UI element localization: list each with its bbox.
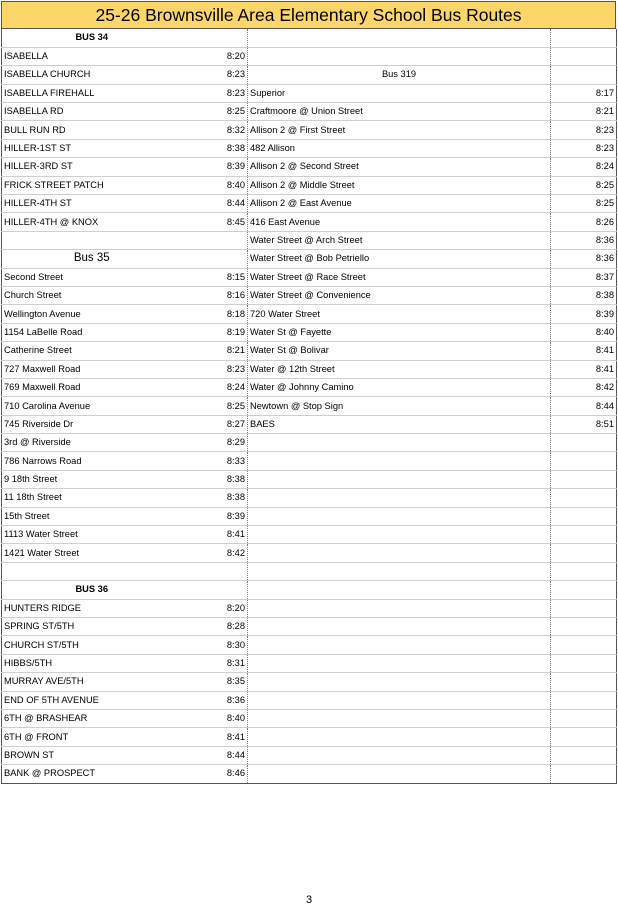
- stop-time-left: 8:44: [182, 746, 248, 764]
- stop-time-left: 8:23: [182, 66, 248, 84]
- stop-name-left: 6TH @ FRONT: [2, 728, 182, 746]
- stop-time-left: 8:16: [182, 286, 248, 304]
- stop-name-right: BAES: [248, 415, 551, 433]
- table-row: [2, 618, 617, 636]
- stop-time-left: 8:38: [182, 139, 248, 157]
- stop-name-left: ISABELLA RD: [2, 103, 182, 121]
- stop-time-left: 8:40: [182, 176, 248, 194]
- table-row: [2, 47, 617, 65]
- bus-routes-table: [1, 29, 617, 784]
- stop-name-left: 710 Carolina Avenue: [2, 397, 182, 415]
- stop-name-left: END OF 5TH AVENUE: [2, 691, 182, 709]
- stop-name-left: 1113 Water Street: [2, 526, 182, 544]
- stop-time-right: [551, 728, 617, 746]
- table-row: [2, 397, 617, 415]
- stop-name-right: 720 Water Street: [248, 305, 551, 323]
- stop-name-right: [248, 526, 551, 544]
- stop-time-left: 8:45: [182, 213, 248, 231]
- stop-time-right: [551, 526, 617, 544]
- stop-name-left: ISABELLA CHURCH: [2, 66, 182, 84]
- table-row: [2, 691, 617, 709]
- stop-time-left: 8:31: [182, 654, 248, 672]
- stop-time-left: 8:27: [182, 415, 248, 433]
- stop-time-right: [551, 47, 617, 65]
- stop-name-right: [248, 765, 551, 783]
- stop-time-left: 8:18: [182, 305, 248, 323]
- stop-name-left: BULL RUN RD: [2, 121, 182, 139]
- stop-name-right: Water St @ Fayette: [248, 323, 551, 341]
- page-number: 3: [305, 894, 313, 906]
- stop-time-right: 8:42: [551, 378, 617, 396]
- page-title: 25-26 Brownsville Area Elementary School Bus Routes: [1, 1, 616, 29]
- stop-time-right: [551, 562, 617, 580]
- stop-time-right: [551, 654, 617, 672]
- stop-name-right: [248, 728, 551, 746]
- table-row: [2, 599, 617, 617]
- stop-time-right: [551, 765, 617, 783]
- table-row: [2, 29, 617, 47]
- stop-name-right: [248, 452, 551, 470]
- table-row: [2, 434, 617, 452]
- table-row: [2, 231, 617, 249]
- table-row: [2, 728, 617, 746]
- stop-time-left: 8:36: [182, 691, 248, 709]
- stop-name-left: 745 Riverside Dr: [2, 415, 182, 433]
- stop-time-right: 8:40: [551, 323, 617, 341]
- table-row: [2, 544, 617, 562]
- stop-time-left: 8:24: [182, 378, 248, 396]
- stop-time-left: 8:32: [182, 121, 248, 139]
- stop-name-left: 6TH @ BRASHEAR: [2, 709, 182, 727]
- stop-name-left: 11 18th Street: [2, 489, 182, 507]
- stop-name-right: Allison 2 @ Second Street: [248, 158, 551, 176]
- table-row: [2, 195, 617, 213]
- stop-time-left: 8:20: [182, 47, 248, 65]
- table-row: [2, 636, 617, 654]
- stop-time-right: [551, 691, 617, 709]
- stop-time-right: [551, 599, 617, 617]
- stop-name-left: Wellington Avenue: [2, 305, 182, 323]
- stop-name-right: Water Street @ Convenience: [248, 286, 551, 304]
- table-row: [2, 176, 617, 194]
- table-row: [2, 360, 617, 378]
- stop-time-left: 8:28: [182, 618, 248, 636]
- stop-time-right: 8:23: [551, 139, 617, 157]
- stop-time-right: 8:21: [551, 103, 617, 121]
- stop-time-right: 8:39: [551, 305, 617, 323]
- stop-name-right: [248, 709, 551, 727]
- table-row: [2, 654, 617, 672]
- stop-time-left: 8:38: [182, 470, 248, 488]
- table-row: [2, 378, 617, 396]
- stop-name-right: Water @ Johnny Camino: [248, 378, 551, 396]
- stop-time-left: 8:25: [182, 397, 248, 415]
- table-row: [2, 84, 617, 102]
- table-row: [2, 268, 617, 286]
- stop-name-right: [248, 636, 551, 654]
- stop-time-right: [551, 507, 617, 525]
- stop-name-left: Second Street: [2, 268, 182, 286]
- stop-name-right: [248, 599, 551, 617]
- table-row: [2, 250, 617, 268]
- stop-name-right: [248, 29, 551, 47]
- stop-time-right: 8:17: [551, 84, 617, 102]
- stop-time-right: 8:44: [551, 397, 617, 415]
- stop-time-left: 8:23: [182, 360, 248, 378]
- stop-name-right: [248, 581, 551, 599]
- stop-time-left: 8:30: [182, 636, 248, 654]
- table-row: [2, 452, 617, 470]
- stop-name-left: ISABELLA: [2, 47, 182, 65]
- stop-time-right: 8:36: [551, 250, 617, 268]
- stop-time-left: 8:25: [182, 103, 248, 121]
- stop-time-left: 8:19: [182, 323, 248, 341]
- bus-header: Bus 35: [2, 250, 182, 268]
- stop-time-right: 8:26: [551, 213, 617, 231]
- stop-time-left: 8:40: [182, 709, 248, 727]
- stop-name-left: CHURCH ST/5TH: [2, 636, 182, 654]
- stop-name-left: HILLER-3RD ST: [2, 158, 182, 176]
- stop-name-left: 727 Maxwell Road: [2, 360, 182, 378]
- stop-name-right: [248, 470, 551, 488]
- stop-name-right: [248, 618, 551, 636]
- stop-name-right: Newtown @ Stop Sign: [248, 397, 551, 415]
- stop-name-right: [248, 489, 551, 507]
- stop-time-right: 8:38: [551, 286, 617, 304]
- stop-time-left: 8:29: [182, 434, 248, 452]
- stop-name-left: FRICK STREET PATCH: [2, 176, 182, 194]
- stop-time-right: 8:41: [551, 342, 617, 360]
- stop-time-left: 8:20: [182, 599, 248, 617]
- table-row: [2, 286, 617, 304]
- table-row: [2, 746, 617, 764]
- table-row: [2, 765, 617, 783]
- stop-name-right: Allison 2 @ Middle Street: [248, 176, 551, 194]
- stop-time-right: [551, 746, 617, 764]
- stop-time-right: [551, 618, 617, 636]
- stop-time-right: 8:24: [551, 158, 617, 176]
- stop-name-left: 1421 Water Street: [2, 544, 182, 562]
- stop-time-right: 8:23: [551, 121, 617, 139]
- stop-time-right: 8:37: [551, 268, 617, 286]
- stop-name-left: HILLER-4TH ST: [2, 195, 182, 213]
- stop-time-left: 8:15: [182, 268, 248, 286]
- stop-name-right: 482 Allison: [248, 139, 551, 157]
- table-row: [2, 489, 617, 507]
- stop-name-right: [248, 562, 551, 580]
- table-row: [2, 709, 617, 727]
- stop-time-left: 8:39: [182, 158, 248, 176]
- stop-name-right: Water Street @ Bob Petriello: [248, 250, 551, 268]
- stop-name-left: ISABELLA FIREHALL: [2, 84, 182, 102]
- table-row: [2, 103, 617, 121]
- stop-time-left: 8:41: [182, 728, 248, 746]
- stop-name-left: 786 Narrows Road: [2, 452, 182, 470]
- stop-name-left: Catherine Street: [2, 342, 182, 360]
- stop-time-right: [551, 434, 617, 452]
- stop-name-left: HILLER-4TH @ KNOX: [2, 213, 182, 231]
- stop-name-right: [248, 544, 551, 562]
- stop-time-left: 8:39: [182, 507, 248, 525]
- stop-name-right: [248, 673, 551, 691]
- stop-time-right: [551, 489, 617, 507]
- stop-name-left: [2, 562, 182, 580]
- table-row: [2, 562, 617, 580]
- table-row: [2, 526, 617, 544]
- stop-time-left: [182, 562, 248, 580]
- stop-name-left: MURRAY AVE/5TH: [2, 673, 182, 691]
- stop-name-right: Water Street @ Race Street: [248, 268, 551, 286]
- stop-time-right: [551, 709, 617, 727]
- table-row: [2, 66, 617, 84]
- stop-time-right: [551, 544, 617, 562]
- stop-time-left: [182, 29, 248, 47]
- table-row: [2, 305, 617, 323]
- stop-name-right: 416 East Avenue: [248, 213, 551, 231]
- stop-time-right: [551, 470, 617, 488]
- stop-time-left: 8:42: [182, 544, 248, 562]
- stop-time-left: 8:41: [182, 526, 248, 544]
- stop-name-left: 3rd @ Riverside: [2, 434, 182, 452]
- table-row: [2, 415, 617, 433]
- stop-time-right: 8:41: [551, 360, 617, 378]
- stop-name-right: Water Street @ Arch Street: [248, 231, 551, 249]
- stop-time-right: 8:25: [551, 195, 617, 213]
- stop-name-left: BROWN ST: [2, 746, 182, 764]
- stop-name-right: [248, 746, 551, 764]
- stop-time-right: 8:51: [551, 415, 617, 433]
- bus-header: Bus 319: [248, 66, 551, 84]
- stop-time-right: [551, 29, 617, 47]
- bus-header: BUS 36: [2, 581, 182, 599]
- stop-time-left: [182, 581, 248, 599]
- stop-name-left: BANK @ PROSPECT: [2, 765, 182, 783]
- table-row: [2, 581, 617, 599]
- stop-name-right: [248, 434, 551, 452]
- stop-time-right: [551, 636, 617, 654]
- stop-time-right: [551, 66, 617, 84]
- stop-name-right: Water @ 12th Street: [248, 360, 551, 378]
- stop-time-right: [551, 581, 617, 599]
- stop-name-left: 1154 LaBelle Road: [2, 323, 182, 341]
- bus-header: BUS 34: [2, 29, 182, 47]
- stop-name-right: [248, 47, 551, 65]
- stop-time-left: 8:23: [182, 84, 248, 102]
- table-row: [2, 323, 617, 341]
- table-row: [2, 158, 617, 176]
- stop-time-left: 8:21: [182, 342, 248, 360]
- stop-name-right: [248, 507, 551, 525]
- schedule-sheet: [1, 1, 616, 784]
- table-row: [2, 470, 617, 488]
- stop-time-left: 8:44: [182, 195, 248, 213]
- stop-time-left: 8:46: [182, 765, 248, 783]
- stop-name-left: [2, 231, 182, 249]
- table-row: [2, 342, 617, 360]
- table-row: [2, 121, 617, 139]
- stop-name-right: Allison 2 @ First Street: [248, 121, 551, 139]
- table-row: [2, 507, 617, 525]
- stop-name-right: Superior: [248, 84, 551, 102]
- stop-time-left: 8:35: [182, 673, 248, 691]
- stop-time-right: [551, 452, 617, 470]
- stop-time-right: 8:36: [551, 231, 617, 249]
- table-row: [2, 213, 617, 231]
- stop-name-right: Craftmoore @ Union Street: [248, 103, 551, 121]
- table-row: [2, 139, 617, 157]
- stop-time-left: [182, 250, 248, 268]
- stop-name-left: HILLER-1ST ST: [2, 139, 182, 157]
- stop-time-left: 8:33: [182, 452, 248, 470]
- stop-name-left: Church Street: [2, 286, 182, 304]
- stop-time-left: 8:38: [182, 489, 248, 507]
- stop-name-right: Allison 2 @ East Avenue: [248, 195, 551, 213]
- stop-name-left: SPRING ST/5TH: [2, 618, 182, 636]
- stop-name-left: 769 Maxwell Road: [2, 378, 182, 396]
- stop-name-left: 9 18th Street: [2, 470, 182, 488]
- table-row: [2, 673, 617, 691]
- stop-time-right: 8:25: [551, 176, 617, 194]
- stop-name-left: HUNTERS RIDGE: [2, 599, 182, 617]
- stop-name-right: Water St @ Bolivar: [248, 342, 551, 360]
- stop-name-left: HIBBS/5TH: [2, 654, 182, 672]
- stop-time-right: [551, 673, 617, 691]
- stop-name-left: 15th Street: [2, 507, 182, 525]
- stop-name-right: [248, 691, 551, 709]
- stop-name-right: [248, 654, 551, 672]
- stop-time-left: [182, 231, 248, 249]
